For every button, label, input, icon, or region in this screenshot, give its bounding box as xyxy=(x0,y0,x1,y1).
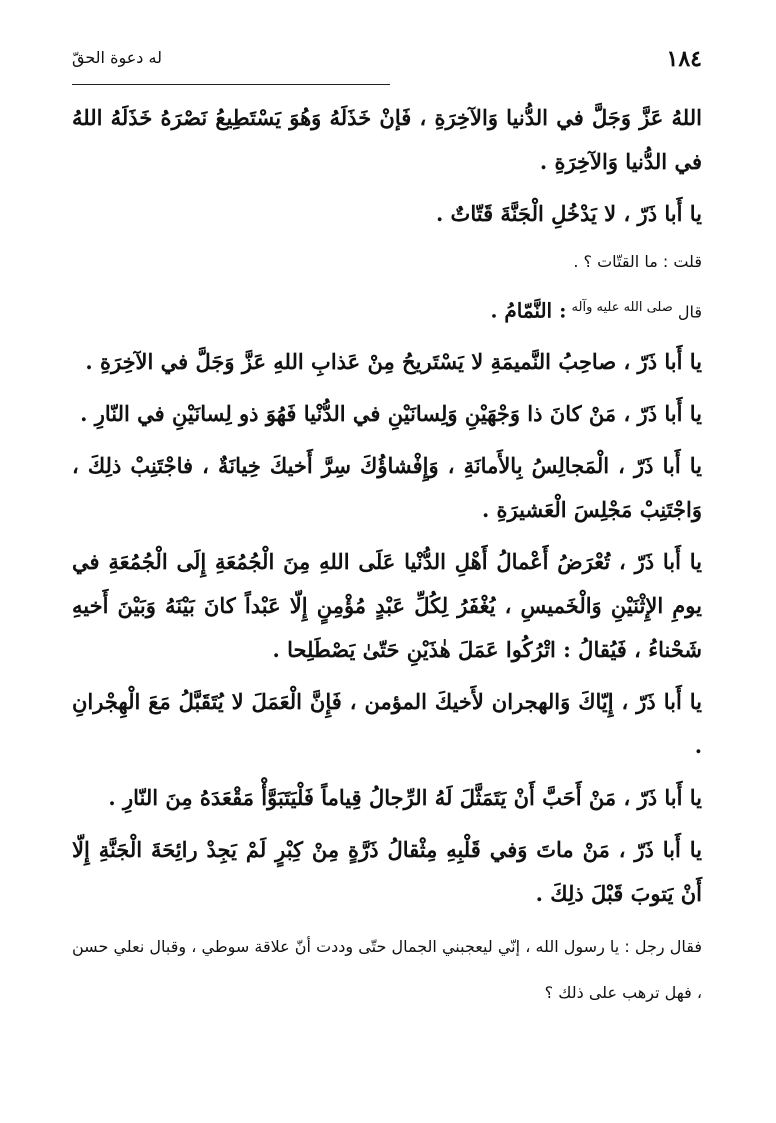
hadith-paragraph-1: اللهُ عَزَّ وَجَلَّ في الدُّنيا وَالآخِرَةِ ، فَإنْ خَذَلَهُ وَهُوَ يَسْتَطِيعُ نَصْرَهُ خَذَلَهُ اللهُ في الدُّنيا وَالآخِرَةِ . xyxy=(72,105,702,174)
header-rule xyxy=(72,84,390,85)
hadith-paragraph-9: يا أَبا ذَرّ ، إِيّاكَ وَالهجران لأَخيكَ المؤمن ، فَإِنَّ الْعَمَلَ لا يُتَقَبَّلُ مَعَ الْهِجْرانِ . xyxy=(72,689,702,759)
page-header xyxy=(72,46,702,76)
hadith-paragraph-6: يا أَبا ذَرّ ، مَنْ كانَ ذا وَجْهَيْنِ وَلِسانَيْنِ في الدُّنْيا فَهُوَ ذو لِسانَيْنِ في النّارِ . xyxy=(80,401,702,427)
answer-text: : النَّمّامُ . xyxy=(490,298,567,323)
hadith-paragraph-10: يا أَبا ذَرّ ، مَنْ أَحَبَّ أَنْ يَتَمَثَّلَ لَهُ الرِّجالُ قِياماً فَلْيَتَبَوَّأْ مَقْعَدَهُ مِنَ النّارِ . xyxy=(108,785,702,811)
hadith-paragraph-2: يا أَبا ذَرّ ، لا يَدْخُلِ الْجَنَّةَ قَتّاتٌ . xyxy=(435,201,702,226)
salawat-mark: صلى الله عليه وآله xyxy=(571,300,673,315)
page-body xyxy=(72,96,702,1026)
hadith-paragraph-5: يا أَبا ذَرّ ، صاحِبُ النَّميمَةِ لا يَسْتَريحُ مِنْ عَذابِ اللهِ عَزَّ وَجَلَّ في الآخِرَةِ . xyxy=(85,349,702,375)
page-number: ١٨٤ xyxy=(666,46,702,72)
narration-man-question: فقال رجل : يا رسول الله ، إنّي ليعجبني الجمال حتّى وددت أنّ علاقة سوطي ، وقبال نعلي حسن ، فهل ترهب على ذلك ؟ xyxy=(72,937,702,1003)
book-page xyxy=(72,0,702,1123)
running-title: له دعوة الحقّ xyxy=(72,48,162,67)
narration-answer xyxy=(72,290,702,330)
narration-question: قلت : ما القتّات ؟ . xyxy=(573,252,702,271)
hadith-paragraph-8: يا أَبا ذَرّ ، تُعْرَضُ أَعْمالُ أَهْلِ الدُّنْيا عَلَى اللهِ مِنَ الْجُمُعَةِ إِلَى الْجُمُعَةِ في يومِ الإِثْنَيْنِ وَالْخَميسِ ، يُغْفَرُ لِكُلِّ عَبْدٍ مُؤْمِنٍ إِلّا عَبْداً كانَ بَيْنَهُ وَبَيْنَ أَخيهِ شَحْناءُ ، فَيُقالُ : اتْرُكُوا عَمَلَ هٰذَيْنِ حَتّىٰ يَصْطَلِحا . xyxy=(72,549,702,663)
hadith-paragraph-11: يا أَبا ذَرّ ، مَنْ ماتَ وَفي قَلْبِهِ مِثْقالُ ذَرَّةٍ مِنْ كِبْرٍ لَمْ يَجِدْ رائِحَةَ الْجَنَّةِ إِلّا أَنْ يَتوبَ قَبْلَ ذلِكَ . xyxy=(72,837,702,907)
answer-prefix: قال xyxy=(677,302,702,322)
hadith-paragraph-7: يا أَبا ذَرّ ، الْمَجالِسُ بِالأَمانَةِ ، وَإِفْشاؤُكَ سِرَّ أَخيكَ خِيانَةٌ ، فاجْتَنِبْ ذلِكَ ، وَاجْتَنِبْ مَجْلِسَ الْعَشيرَةِ . xyxy=(72,453,702,523)
